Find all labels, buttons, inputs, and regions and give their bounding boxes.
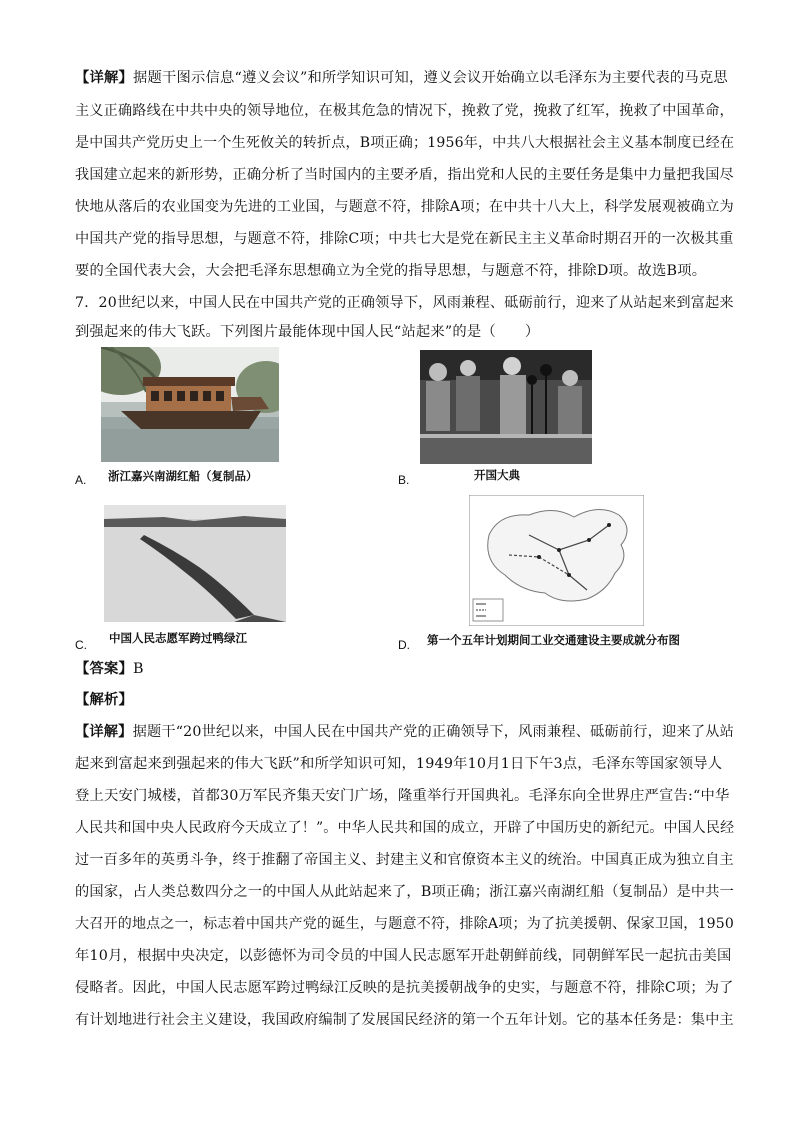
option-b-letter: B.	[398, 473, 410, 487]
detail-tag: 【详解】	[75, 724, 133, 740]
text-line: 年10月，根据中央决定，以彭德怀为司令员的中国人民志愿军开赴朝鲜前线，同朝鲜军民一起抗击美国	[75, 948, 732, 964]
option-d-caption: 第一个五年计划期间工业交通建设主要成就分布图	[427, 633, 680, 647]
text-line: 过一百多年的英勇斗争，终于推翻了帝国主义、封建主义和官僚资本主义的统治。中国真正成为独立自主	[75, 852, 734, 868]
detail-tag: 【详解】	[75, 70, 133, 86]
option-a-caption: 浙江嘉兴南湖红船（复制品）	[108, 469, 258, 483]
red-boat-photo	[101, 347, 279, 462]
text-line: 主义正确路线在中共中央的领导地位，在极其危急的情况下，挽救了党，挽救了红军，挽救了中国革命，	[75, 103, 734, 119]
text-line: 侵略者。因此，中国人民志愿军跨过鸭绿江反映的是抗美援朝战争的史实，与题意不符，排除C项；为了	[75, 980, 734, 996]
answer-line	[75, 659, 144, 679]
text-line: 登上天安门城楼，首都30万军民齐集天安门广场，隆重举行开国典礼。毛泽东向全世界庄严宣告:“中华	[75, 788, 730, 804]
option-a-letter: A.	[75, 473, 87, 487]
option-b-image	[420, 350, 592, 464]
analysis-heading: 【解析】	[75, 692, 133, 708]
five-year-plan-map	[469, 495, 644, 626]
question-7-stem: 7．20世纪以来，中国人民在中国共产党的正确领导下，风雨兼程、砥砺前行，迎来了从站起来到富起来	[75, 295, 734, 311]
text-line: 我国建立起来的新形势，正确分析了当时国内的主要矛盾，指出党和人民的主要任务是集中力量把我国尽	[75, 167, 734, 183]
option-a-image	[101, 347, 279, 462]
text-line: 快地从落后的农业国变为先进的工业国，与题意不符，排除A项；在中共十八大上，科学发展观被确立为	[75, 199, 734, 215]
text-line: 起来到富起来到强起来的伟大飞跃”和所学知识可知，1949年10月1日下午3点，毛泽东等国家领导人	[75, 756, 723, 772]
text-line: 【详解】据题干图示信息“遵义会议”和所学知识可知，遵义会议开始确立以毛泽东为主要代表的马克思	[75, 70, 728, 86]
yalu-crossing-photo	[104, 505, 286, 622]
text-line: 中国共产党的指导思想，与题意不符，排除C项；中共七大是党在新民主主义革命时期召开的一次极其重	[75, 231, 734, 247]
answer-value: B	[133, 661, 144, 677]
question-7-stem: 到强起来的伟大飞跃。下列图片最能体现中国人民“站起来”的是（ ）	[75, 324, 540, 340]
text-line: 人民共和国中央人民政府今天成立了！”。中华人民共和国的成立，开辟了中国历史的新纪元。中国人民经	[75, 820, 735, 836]
option-d-letter: D.	[398, 638, 410, 652]
text-line: 要的全国代表大会，大会把毛泽东思想确立为全党的指导思想，与题意不符，排除D项。故选B项。	[75, 263, 707, 279]
option-d-image	[469, 495, 644, 626]
option-b-caption: 开国大典	[474, 468, 520, 482]
answer-tag: 【答案】	[75, 661, 133, 677]
text-line: 是中国共产党历史上一个生死攸关的转折点，B项正确；1956年，中共八大根据社会主义基本制度已经在	[75, 135, 735, 151]
founding-ceremony-photo	[420, 350, 592, 464]
text-line: 大召开的地点之一，标志着中国共产党的诞生，与题意不符，排除A项；为了抗美援朝、保家卫国，1950	[75, 916, 735, 932]
option-c-caption: 中国人民志愿军跨过鸭绿江	[109, 631, 247, 645]
text-line: 的国家，占人类总数四分之一的中国人从此站起来了，B项正确；浙江嘉兴南湖红船（复制品）是中共一	[75, 884, 735, 900]
option-c-image	[104, 505, 286, 622]
text-line: 有计划地进行社会主义建设，我国政府编制了发展国民经济的第一个五年计划。它的基本任务是：集中主	[75, 1012, 734, 1028]
text-line: 【详解】据题干“20世纪以来，中国人民在中国共产党的正确领导下，风雨兼程、砥砺前行，迎来了从站	[75, 724, 735, 740]
option-c-letter: C.	[75, 638, 87, 652]
